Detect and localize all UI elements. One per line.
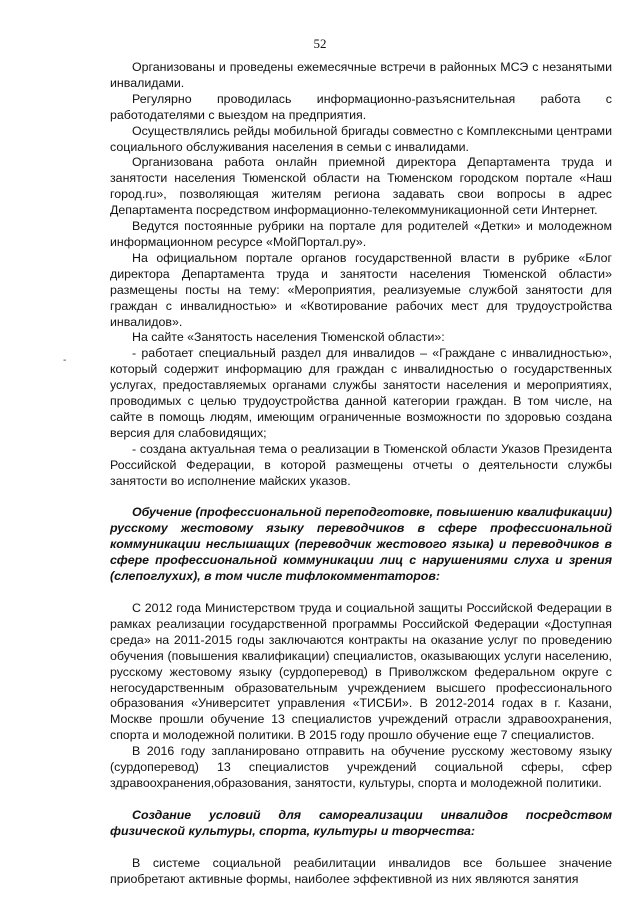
paragraph: В 2016 году запланировано отправить на обучение русскому жестовому языку (сурдоперевод) 13 специалистов учреждений социальной сферы, сфер здравоохранения,образования, занятости, культуры, спорта и молодежной политики. (110, 744, 612, 790)
page-content (110, 60, 612, 888)
section-heading: Обучение (профессиональной переподготовке, повышению квалификации) русскому жестовому языку переводчиков в сфере профессиональной коммуникации неслышащих (переводчик жестового языка) и переводчиков в сфере профессиональной коммуникации лиц с нарушениями слуха и зрения (слепоглухих), в том числе тифлокомментаторов: (110, 505, 612, 584)
paragraph: Ведутся постоянные рубрики на портале для родителей «Детки» и молодежном информационном ресурсе «МойПортал.ру». (110, 219, 612, 249)
paragraph: С 2012 года Министерством труда и социальной защиты Российской Федерации в рамках реализации государственной программы Российской Федерации «Доступная среда» на 2011-2015 годы заключаются контракты на оказание услуг по проведению обучения (повышения квалификации) специалистов, оказывающих услуги населению, русскому жестовому языку (сурдоперевод) в Приволжском федеральном округе с негосударственным образовательным учреждением высшего профессионального образования «Университет управления «ТИСБИ». В 2012-2014 годах в г. Казани, Москве прошли обучение 13 специалистов учреждений отрасли здравоохранения, спорта и молодежной политики. В 2015 году прошло обучение еще 7 специалистов. (110, 601, 612, 743)
list-item: - работает специальный раздел для инвалидов – «Граждане с инвалидностью», который содержит информацию для граждан с инвалидностью о государственных услугах, предоставляемых органами службы занятости населения и мероприятиях, проводимых с целью трудоустройства данной категории граждан. В том числе, на сайте в помощь людям, имеющим ограниченные возможности по здоровью создана версия для слабовидящих; (110, 346, 612, 440)
list-item: - создана актуальная тема о реализации в Тюменской области Указов Президента Российской Федерации, в которой размещены отчеты о деятельности службы занятости во исполнение майских указов. (110, 441, 612, 488)
paragraph: На официальном портале органов государственной власти в рубрике «Блог директора Департамента труда и занятости населения Тюменской области» размещены посты на тему: «Мероприятия, реализуемые службой занятости для граждан с инвалидностью» и «Квотирование рабочих мест для трудоустройства инвалидов». (110, 250, 612, 329)
paragraph: В системе социальной реабилитации инвалидов все большее значение приобретают активные формы, наиболее эффективной из них являются занятия (110, 855, 612, 886)
paragraph: Осуществлялись рейды мобильной бригады совместно с Комплексными центрами социального обслуживания населения в семьи с инвалидами. (110, 123, 612, 154)
paragraph: Регулярно проводилась информационно-разъяснительная работа с работодателями с выездом на предприятия. (110, 91, 612, 122)
paragraph: Организована работа онлайн приемной директора Департамента труда и занятости населения Тюменской области на Тюменском городском портале «Наш город.ru», позволяющая жителям региона задавать свои вопросы в адрес Департамента посредством информационно-телекоммуникационной сети Интернет. (110, 155, 612, 218)
section-heading: Создание условий для самореализации инвалидов посредством физической культуры, спорта, культуры и творчества: (110, 807, 612, 838)
paragraph: Организованы и проведены ежемесячные встречи в районных МСЭ с незанятыми инвалидами. (110, 60, 612, 90)
paragraph: На сайте «Занятость населения Тюменской области»: (132, 330, 445, 345)
page-number: 52 (313, 36, 327, 51)
margin-mark: - (63, 355, 67, 366)
